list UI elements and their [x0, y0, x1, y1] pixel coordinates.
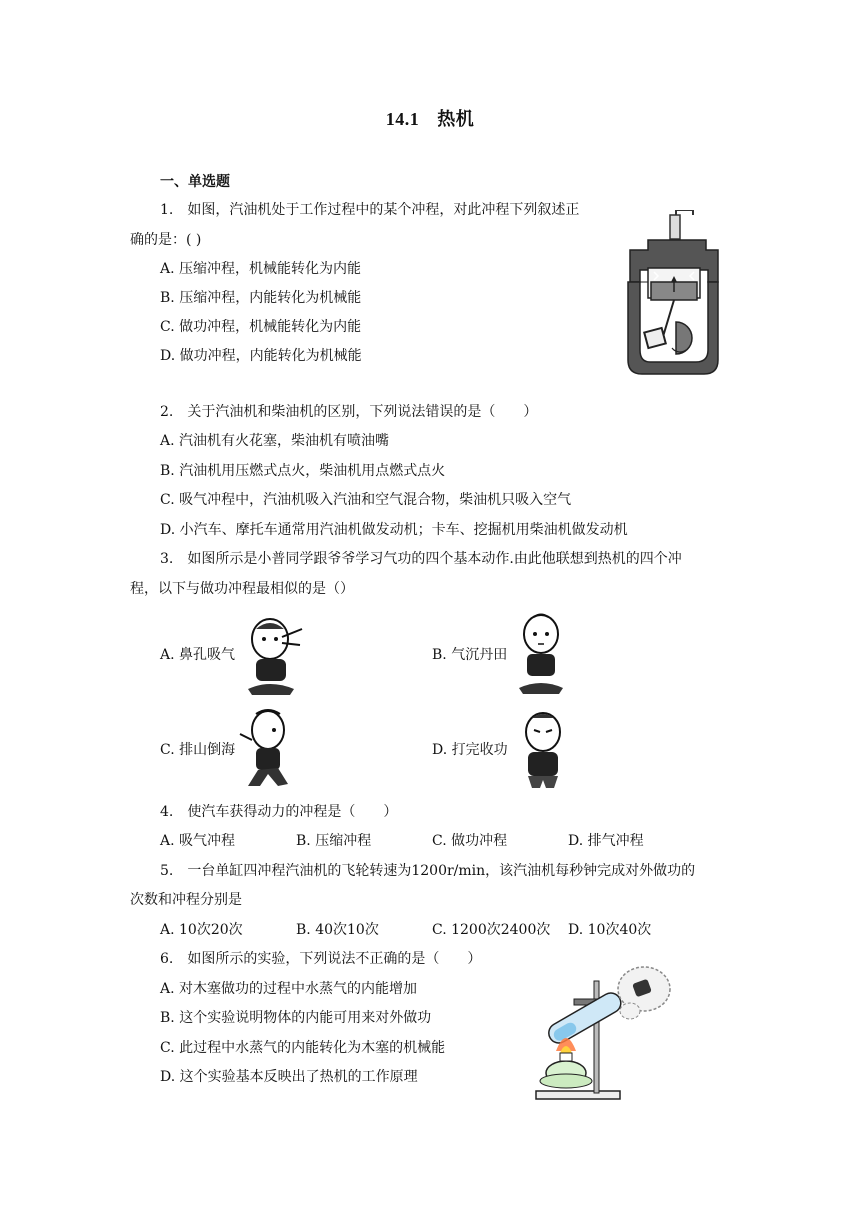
q2-option-d: D. 小汽车、摩托车通常用汽油机做发动机；卡车、挖掘机用柴油机做发动机: [160, 522, 628, 538]
q2-stem-line1: 2. 关于汽油机和柴油机的区别，下列说法错误的是（ ）: [160, 404, 538, 420]
q2-option-b: B. 汽油机用压燃式点火，柴油机用点燃式点火: [160, 463, 446, 479]
q4-option-b: B. 压缩冲程: [296, 833, 372, 849]
q2-option-c: C. 吸气冲程中，汽油机吸入汽油和空气混合物，柴油机只吸入空气: [160, 492, 572, 508]
q4-option-d: D. 排气冲程: [568, 833, 644, 849]
title-number: 14.1: [385, 109, 420, 129]
q6-option-c: C. 此过程中水蒸气的内能转化为木塞的机械能: [160, 1040, 446, 1056]
q6-option-b: B. 这个实验说明物体的内能可用来对外做功: [160, 1010, 432, 1026]
section-heading: 一、单选题: [160, 174, 230, 190]
qigong-figure-d: [518, 710, 568, 790]
qigong-figure-a: [244, 615, 306, 697]
q3-option-d: D. 打完收功: [432, 742, 508, 758]
q5-stem-line1: 5. 一台单缸四冲程汽油机的飞轮转速为1200r/min，该汽油机每秒钟完成对外做功的: [160, 863, 696, 879]
q3-option-c: C. 排山倒海: [160, 742, 236, 758]
q3-stem-line2: 程，以下与做功冲程最相似的是（）: [130, 581, 354, 597]
steam-cork-experiment-figure: [530, 955, 680, 1103]
qigong-figure-c: [238, 706, 292, 790]
q5-option-b: B. 40次10次: [296, 922, 379, 938]
q6-option-a: A. 对木塞做功的过程中水蒸气的内能增加: [160, 981, 418, 997]
q3-stem-line1: 3. 如图所示是小普同学跟爷爷学习气功的四个基本动作.由此他联想到热机的四个冲: [160, 551, 682, 567]
title-text: 热机: [437, 109, 475, 129]
q1-stem-line1: 1. 如图，汽油机处于工作过程中的某个冲程，对此冲程下列叙述正: [160, 202, 580, 218]
q3-option-b: B. 气沉丹田: [432, 647, 508, 663]
q1-stem-line2: 确的是：( ): [130, 232, 202, 248]
q1-option-c: C. 做功冲程，机械能转化为内能: [160, 319, 362, 335]
qigong-figure-b: [516, 612, 566, 696]
q5-stem-line2: 次数和冲程分别是: [130, 892, 242, 908]
q6-option-d: D. 这个实验基本反映出了热机的工作原理: [160, 1069, 418, 1085]
q4-option-c: C. 做功冲程: [432, 833, 508, 849]
q1-option-d: D. 做功冲程，内能转化为机械能: [160, 348, 362, 364]
q5-option-d: D. 10次40次: [568, 922, 652, 938]
q4-stem-line1: 4. 使汽车获得动力的冲程是（ ）: [160, 804, 398, 820]
q5-option-c: C. 1200次2400次: [432, 922, 551, 938]
q2-option-a: A. 汽油机有火花塞，柴油机有喷油嘴: [160, 433, 390, 449]
q4-option-a: A. 吸气冲程: [160, 833, 236, 849]
q5-option-a: A. 10次20次: [160, 922, 243, 938]
q3-option-a: A. 鼻孔吸气: [160, 647, 236, 663]
q6-stem-line1: 6. 如图所示的实验，下列说法不正确的是（ ）: [160, 951, 482, 967]
engine-cylinder-figure: [618, 210, 728, 380]
q1-option-b: B. 压缩冲程，内能转化为机械能: [160, 290, 362, 306]
q1-option-a: A. 压缩冲程，机械能转化为内能: [160, 261, 362, 277]
page-title: [0, 105, 860, 131]
